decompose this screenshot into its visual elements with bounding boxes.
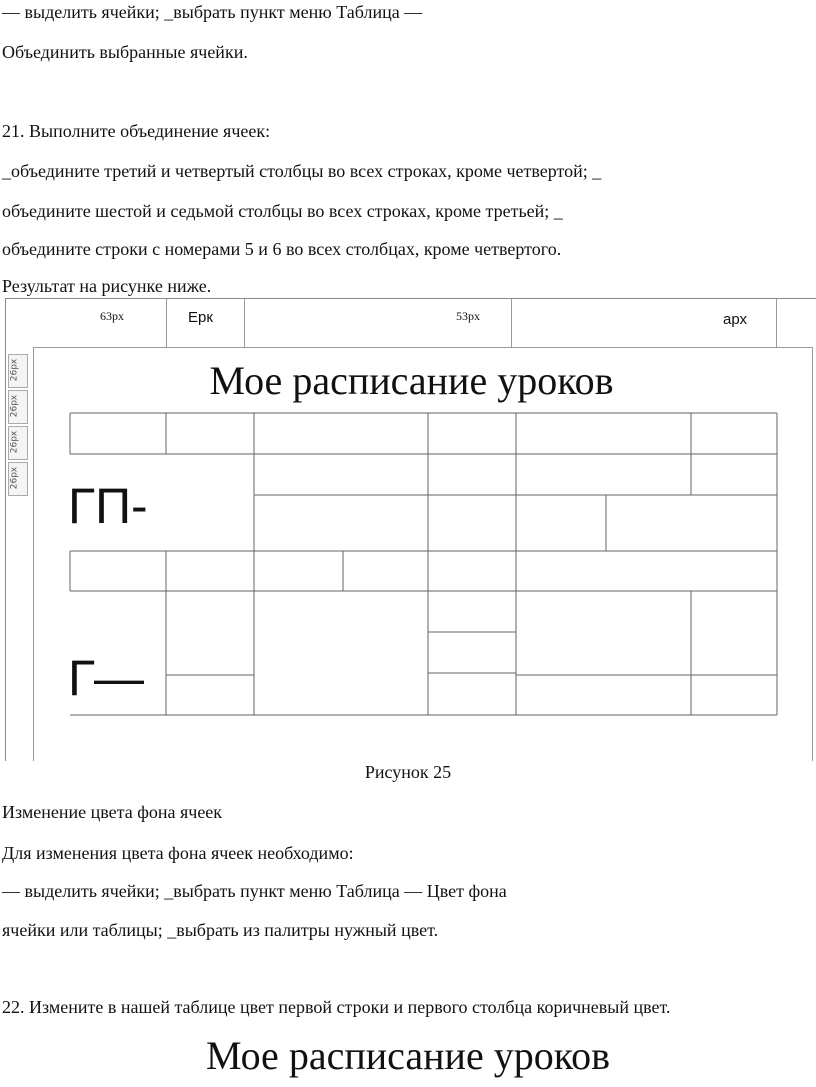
text-line-12: 22. Измените в нашей таблице цвет первой строки и первого столбца коричневый цвет. bbox=[2, 997, 671, 1017]
big-text-g: Г— bbox=[68, 650, 144, 706]
vruler-segment: 26px bbox=[8, 390, 28, 424]
bottom-title: Мое расписание уроков bbox=[206, 1033, 610, 1078]
text-line-1: — выделить ячейки; _выбрать пункт меню Таблица — bbox=[2, 2, 423, 22]
text-line-10: — выделить ячейки; _выбрать пункт меню Таблица — Цвет фона bbox=[2, 881, 507, 901]
text-line-8: Изменение цвета фона ячеек bbox=[2, 802, 223, 822]
vruler-segment: 26px bbox=[8, 354, 28, 388]
text-line-11: ячейки или таблицы; _выбрать из палитры нужный цвет. bbox=[2, 920, 439, 940]
figure-caption: Рисунок 25 bbox=[364, 762, 452, 782]
big-text-gp: ГП- bbox=[68, 478, 148, 534]
figure-screenshot bbox=[5, 298, 816, 761]
ruler-label: 63px bbox=[100, 309, 124, 323]
text-line-6: объедините строки с номерами 5 и 6 во всех столбцах, кроме четвертого. bbox=[2, 239, 562, 259]
text-line-4: _объедините третий и четвертый столбцы во всех строках, кроме четвертой; _ bbox=[2, 161, 602, 181]
ruler-label: 53px bbox=[456, 309, 480, 323]
text-line-2: Объединить выбранные ячейки. bbox=[2, 42, 248, 62]
ruler-label: арх bbox=[723, 311, 748, 328]
ruler-label: Ерк bbox=[188, 309, 213, 326]
vruler-segment: 26px bbox=[8, 462, 28, 496]
schedule-title: Мое расписание уроков bbox=[209, 358, 614, 403]
text-line-9: Для изменения цвета фона ячеек необходимо: bbox=[2, 843, 354, 863]
text-line-5: объедините шестой и седьмой столбцы во всех строках, кроме третьей; _ bbox=[2, 201, 563, 221]
text-line-3: 21. Выполните объединение ячеек: bbox=[2, 121, 271, 141]
text-line-7: Результат на рисунке ниже. bbox=[2, 276, 212, 296]
vruler-segment: 26px bbox=[8, 426, 28, 460]
